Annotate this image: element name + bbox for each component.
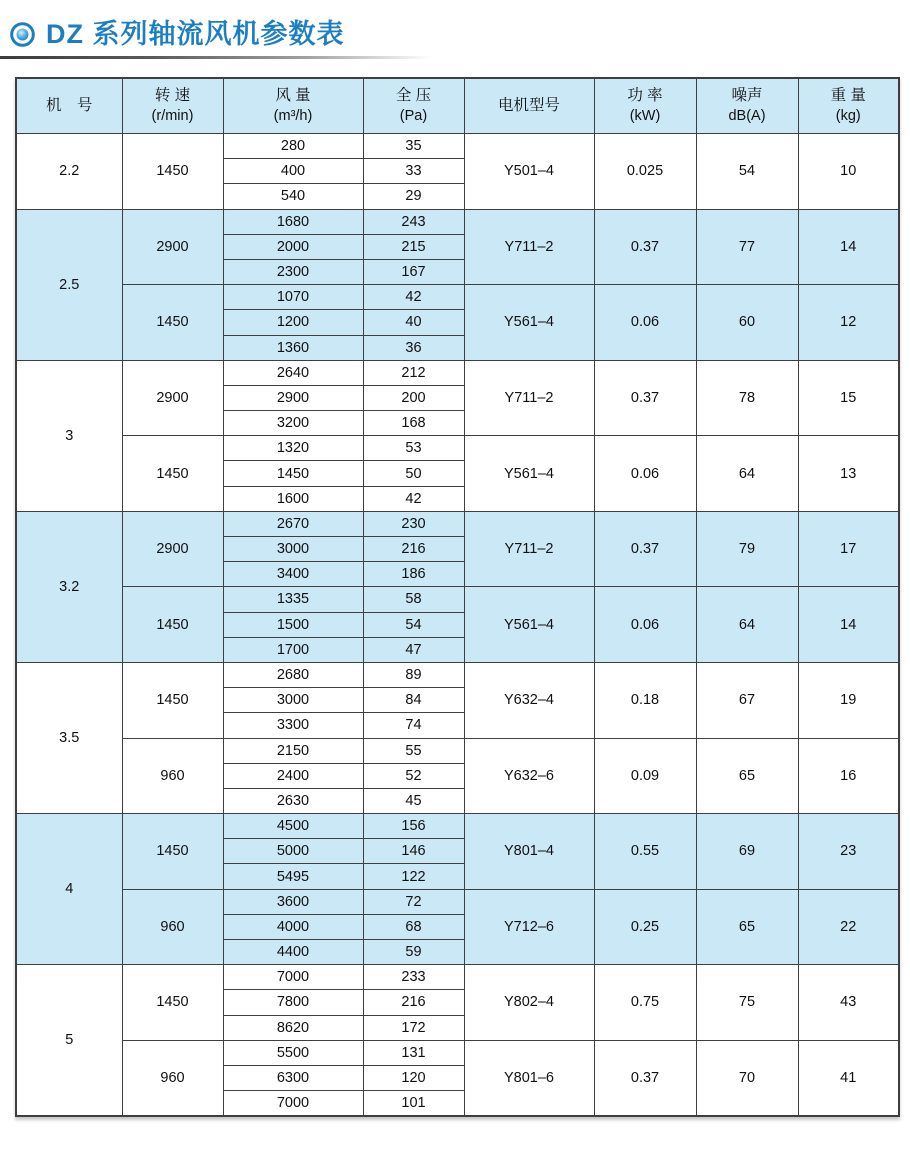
air-volume-cell: 2400 bbox=[223, 763, 363, 788]
speed-cell: 1450 bbox=[122, 285, 223, 361]
air-volume-cell: 2900 bbox=[223, 385, 363, 410]
power-cell: 0.37 bbox=[594, 209, 696, 285]
air-volume-cell: 2670 bbox=[223, 511, 363, 536]
model-cell: 2.5 bbox=[16, 209, 122, 360]
power-cell: 0.25 bbox=[594, 889, 696, 965]
noise-cell: 65 bbox=[696, 738, 798, 814]
column-header-unit: (Pa) bbox=[399, 107, 428, 124]
pressure-cell: 200 bbox=[363, 385, 464, 410]
pressure-cell: 74 bbox=[363, 713, 464, 738]
air-volume-cell: 3300 bbox=[223, 713, 363, 738]
power-cell: 0.09 bbox=[594, 738, 696, 814]
air-volume-cell: 5000 bbox=[223, 839, 363, 864]
motor-model-cell: Y711–2 bbox=[464, 360, 594, 436]
table-row bbox=[16, 587, 899, 612]
pressure-cell: 54 bbox=[363, 612, 464, 637]
column-header-unit: (r/min) bbox=[151, 107, 194, 124]
column-header: 转 速 (r/min) bbox=[122, 78, 223, 134]
column-header: 电机型号 bbox=[464, 78, 594, 134]
power-cell: 0.06 bbox=[594, 587, 696, 663]
weight-cell: 43 bbox=[798, 965, 899, 1041]
air-volume-cell: 1070 bbox=[223, 285, 363, 310]
noise-cell: 77 bbox=[696, 209, 798, 285]
header-row bbox=[16, 78, 899, 134]
noise-cell: 54 bbox=[696, 134, 798, 210]
speed-cell: 2900 bbox=[122, 511, 223, 587]
bullseye-icon bbox=[10, 22, 35, 47]
pressure-cell: 168 bbox=[363, 411, 464, 436]
table-row bbox=[16, 285, 899, 310]
table-row bbox=[16, 662, 899, 687]
power-cell: 0.18 bbox=[594, 662, 696, 738]
page-header bbox=[0, 0, 910, 48]
fan-table-body bbox=[16, 134, 899, 1117]
pressure-cell: 89 bbox=[363, 662, 464, 687]
pressure-cell: 84 bbox=[363, 688, 464, 713]
pressure-cell: 243 bbox=[363, 209, 464, 234]
model-cell: 4 bbox=[16, 814, 122, 965]
table-header bbox=[16, 78, 899, 134]
air-volume-cell: 3600 bbox=[223, 889, 363, 914]
page-title: DZ 系列轴流风机参数表 bbox=[46, 19, 345, 49]
motor-model-cell: Y632–6 bbox=[464, 738, 594, 814]
pressure-cell: 33 bbox=[363, 159, 464, 184]
speed-cell: 1450 bbox=[122, 587, 223, 663]
pressure-cell: 156 bbox=[363, 814, 464, 839]
air-volume-cell: 3200 bbox=[223, 411, 363, 436]
column-header-unit: dB(A) bbox=[728, 107, 766, 124]
air-volume-cell: 4400 bbox=[223, 940, 363, 965]
air-volume-cell: 1500 bbox=[223, 612, 363, 637]
weight-cell: 23 bbox=[798, 814, 899, 890]
model-cell: 3 bbox=[16, 360, 122, 511]
motor-model-cell: Y801–6 bbox=[464, 1040, 594, 1116]
column-header: 全 压 (Pa) bbox=[363, 78, 464, 134]
speed-cell: 1450 bbox=[122, 134, 223, 210]
weight-cell: 17 bbox=[798, 511, 899, 587]
model-cell: 3.5 bbox=[16, 662, 122, 813]
pressure-cell: 59 bbox=[363, 940, 464, 965]
table-row bbox=[16, 1040, 899, 1065]
power-cell: 0.025 bbox=[594, 134, 696, 210]
noise-cell: 65 bbox=[696, 889, 798, 965]
air-volume-cell: 3000 bbox=[223, 688, 363, 713]
air-volume-cell: 2680 bbox=[223, 662, 363, 687]
weight-cell: 12 bbox=[798, 285, 899, 361]
air-volume-cell: 8620 bbox=[223, 1015, 363, 1040]
weight-cell: 15 bbox=[798, 360, 899, 436]
pressure-cell: 55 bbox=[363, 738, 464, 763]
column-header: 风 量 (m³/h) bbox=[223, 78, 363, 134]
noise-cell: 64 bbox=[696, 436, 798, 512]
model-cell: 5 bbox=[16, 965, 122, 1117]
pressure-cell: 233 bbox=[363, 965, 464, 990]
pressure-cell: 50 bbox=[363, 461, 464, 486]
column-header: 重 量 (kg) bbox=[798, 78, 899, 134]
air-volume-cell: 1320 bbox=[223, 436, 363, 461]
noise-cell: 69 bbox=[696, 814, 798, 890]
weight-cell: 10 bbox=[798, 134, 899, 210]
noise-cell: 64 bbox=[696, 587, 798, 663]
table-row bbox=[16, 436, 899, 461]
air-volume-cell: 2640 bbox=[223, 360, 363, 385]
speed-cell: 960 bbox=[122, 738, 223, 814]
air-volume-cell: 1680 bbox=[223, 209, 363, 234]
pressure-cell: 58 bbox=[363, 587, 464, 612]
speed-cell: 2900 bbox=[122, 209, 223, 285]
motor-model-cell: Y802–4 bbox=[464, 965, 594, 1041]
table-row bbox=[16, 511, 899, 536]
pressure-cell: 167 bbox=[363, 259, 464, 284]
air-volume-cell: 3400 bbox=[223, 562, 363, 587]
air-volume-cell: 2150 bbox=[223, 738, 363, 763]
weight-cell: 22 bbox=[798, 889, 899, 965]
title-underline bbox=[0, 56, 432, 59]
speed-cell: 2900 bbox=[122, 360, 223, 436]
air-volume-cell: 2630 bbox=[223, 788, 363, 813]
weight-cell: 41 bbox=[798, 1040, 899, 1116]
power-cell: 0.06 bbox=[594, 436, 696, 512]
power-cell: 0.37 bbox=[594, 1040, 696, 1116]
weight-cell: 13 bbox=[798, 436, 899, 512]
pressure-cell: 47 bbox=[363, 637, 464, 662]
noise-cell: 70 bbox=[696, 1040, 798, 1116]
column-header: 机 号 bbox=[16, 78, 122, 134]
air-volume-cell: 2300 bbox=[223, 259, 363, 284]
speed-cell: 1450 bbox=[122, 662, 223, 738]
air-volume-cell: 5495 bbox=[223, 864, 363, 889]
motor-model-cell: Y561–4 bbox=[464, 436, 594, 512]
pressure-cell: 35 bbox=[363, 134, 464, 159]
table-row bbox=[16, 738, 899, 763]
pressure-cell: 36 bbox=[363, 335, 464, 360]
air-volume-cell: 1700 bbox=[223, 637, 363, 662]
noise-cell: 75 bbox=[696, 965, 798, 1041]
motor-model-cell: Y712–6 bbox=[464, 889, 594, 965]
weight-cell: 14 bbox=[798, 209, 899, 285]
speed-cell: 960 bbox=[122, 1040, 223, 1116]
pressure-cell: 172 bbox=[363, 1015, 464, 1040]
power-cell: 0.55 bbox=[594, 814, 696, 890]
column-header-unit: (kg) bbox=[835, 107, 861, 124]
pressure-cell: 212 bbox=[363, 360, 464, 385]
noise-cell: 60 bbox=[696, 285, 798, 361]
table-row bbox=[16, 965, 899, 990]
pressure-cell: 122 bbox=[363, 864, 464, 889]
speed-cell: 1450 bbox=[122, 436, 223, 512]
air-volume-cell: 1600 bbox=[223, 486, 363, 511]
weight-cell: 16 bbox=[798, 738, 899, 814]
pressure-cell: 29 bbox=[363, 184, 464, 209]
pressure-cell: 120 bbox=[363, 1065, 464, 1090]
table-row bbox=[16, 360, 899, 385]
weight-cell: 19 bbox=[798, 662, 899, 738]
pressure-cell: 215 bbox=[363, 234, 464, 259]
motor-model-cell: Y711–2 bbox=[464, 511, 594, 587]
table-row bbox=[16, 814, 899, 839]
motor-model-cell: Y711–2 bbox=[464, 209, 594, 285]
pressure-cell: 42 bbox=[363, 486, 464, 511]
noise-cell: 67 bbox=[696, 662, 798, 738]
pressure-cell: 53 bbox=[363, 436, 464, 461]
motor-model-cell: Y561–4 bbox=[464, 587, 594, 663]
air-volume-cell: 1335 bbox=[223, 587, 363, 612]
table-row bbox=[16, 134, 899, 159]
pressure-cell: 101 bbox=[363, 1091, 464, 1117]
pressure-cell: 216 bbox=[363, 990, 464, 1015]
column-header-unit: (m³/h) bbox=[273, 107, 313, 124]
weight-cell: 14 bbox=[798, 587, 899, 663]
motor-model-cell: Y632–4 bbox=[464, 662, 594, 738]
air-volume-cell: 540 bbox=[223, 184, 363, 209]
pressure-cell: 45 bbox=[363, 788, 464, 813]
air-volume-cell: 5500 bbox=[223, 1040, 363, 1065]
air-volume-cell: 400 bbox=[223, 159, 363, 184]
column-header-unit: (kW) bbox=[629, 107, 661, 124]
table-row bbox=[16, 209, 899, 234]
pressure-cell: 146 bbox=[363, 839, 464, 864]
air-volume-cell: 1450 bbox=[223, 461, 363, 486]
pressure-cell: 68 bbox=[363, 914, 464, 939]
table-row bbox=[16, 889, 899, 914]
column-header: 噪声 dB(A) bbox=[696, 78, 798, 134]
pressure-cell: 186 bbox=[363, 562, 464, 587]
air-volume-cell: 4500 bbox=[223, 814, 363, 839]
pressure-cell: 230 bbox=[363, 511, 464, 536]
speed-cell: 1450 bbox=[122, 965, 223, 1041]
pressure-cell: 216 bbox=[363, 537, 464, 562]
model-cell: 2.2 bbox=[16, 134, 122, 210]
pressure-cell: 131 bbox=[363, 1040, 464, 1065]
motor-model-cell: Y501–4 bbox=[464, 134, 594, 210]
air-volume-cell: 1200 bbox=[223, 310, 363, 335]
air-volume-cell: 280 bbox=[223, 134, 363, 159]
pressure-cell: 42 bbox=[363, 285, 464, 310]
air-volume-cell: 7800 bbox=[223, 990, 363, 1015]
motor-model-cell: Y801–4 bbox=[464, 814, 594, 890]
air-volume-cell: 6300 bbox=[223, 1065, 363, 1090]
power-cell: 0.37 bbox=[594, 360, 696, 436]
pressure-cell: 72 bbox=[363, 889, 464, 914]
speed-cell: 960 bbox=[122, 889, 223, 965]
motor-model-cell: Y561–4 bbox=[464, 285, 594, 361]
column-header: 功 率 (kW) bbox=[594, 78, 696, 134]
model-cell: 3.2 bbox=[16, 511, 122, 662]
power-cell: 0.75 bbox=[594, 965, 696, 1041]
fan-parameters-table bbox=[15, 77, 900, 1117]
air-volume-cell: 3000 bbox=[223, 537, 363, 562]
air-volume-cell: 4000 bbox=[223, 914, 363, 939]
speed-cell: 1450 bbox=[122, 814, 223, 890]
air-volume-cell: 7000 bbox=[223, 1091, 363, 1117]
power-cell: 0.37 bbox=[594, 511, 696, 587]
air-volume-cell: 7000 bbox=[223, 965, 363, 990]
pressure-cell: 52 bbox=[363, 763, 464, 788]
pressure-cell: 40 bbox=[363, 310, 464, 335]
air-volume-cell: 1360 bbox=[223, 335, 363, 360]
air-volume-cell: 2000 bbox=[223, 234, 363, 259]
noise-cell: 78 bbox=[696, 360, 798, 436]
power-cell: 0.06 bbox=[594, 285, 696, 361]
noise-cell: 79 bbox=[696, 511, 798, 587]
